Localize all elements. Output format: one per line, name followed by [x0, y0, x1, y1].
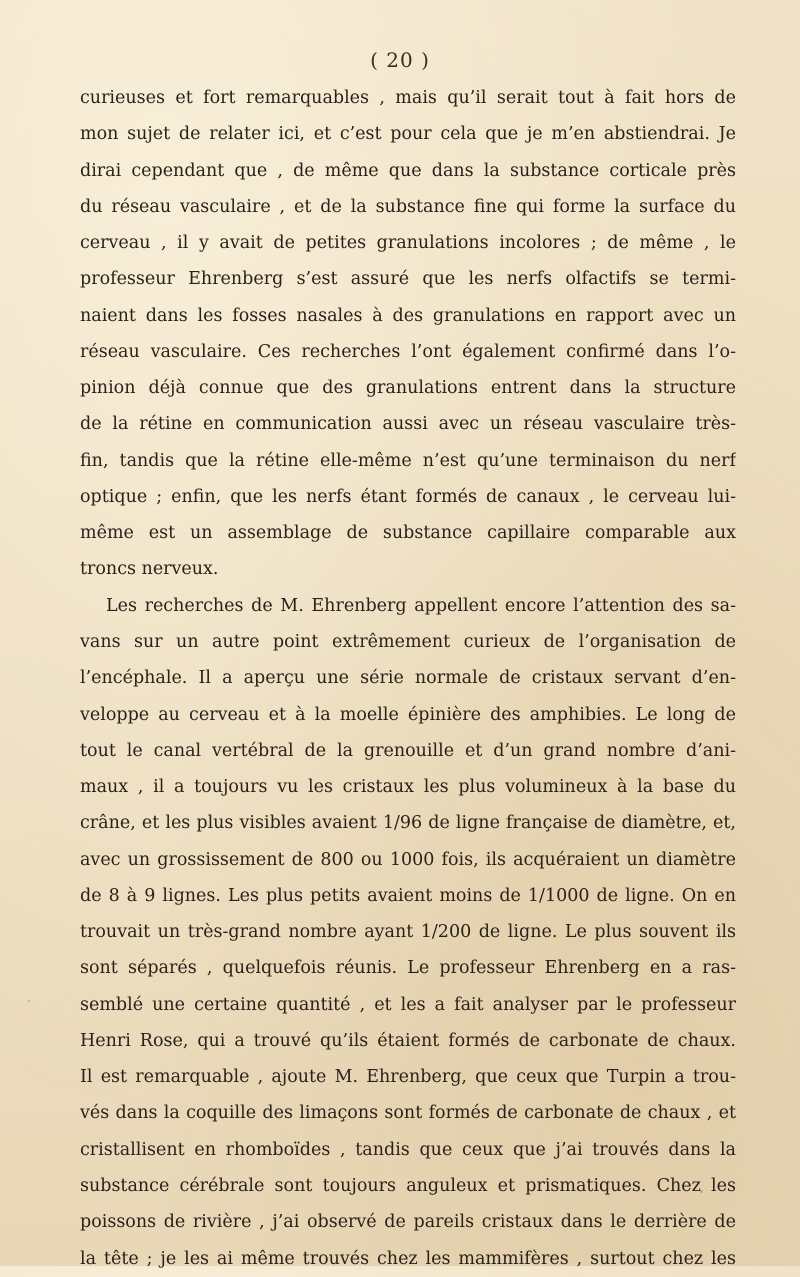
text-line: cerveau , il y avait de petites granulations incolores ; de même , le — [80, 233, 736, 254]
paper-fleck — [28, 1000, 30, 1002]
text-line: maux , il a toujours vu les cristaux les plus volumineux à la base du — [80, 777, 736, 798]
text-line: professeur Ehrenberg s’est assuré que les nerfs olfactifs se termi- — [80, 269, 736, 290]
text-line: même est un assemblage de substance capillaire comparable aux — [80, 523, 736, 544]
text-line: veloppe au cerveau et à la moelle épinière des amphibies. Le long de — [80, 704, 736, 725]
text-line: troncs nerveux. — [80, 559, 219, 580]
text-line: dirai cependant que , de même que dans la substance corticale près — [80, 160, 736, 181]
text-line: crâne, et les plus visibles avaient 1/96 de ligne française de diamètre, et, — [80, 813, 736, 834]
paper-fleck — [540, 1150, 543, 1153]
text-line: sont séparés , quelquefois réunis. Le professeur Ehrenberg en a ras- — [80, 958, 736, 979]
body-text — [80, 80, 736, 1277]
text-line: semblé une certaine quantité , et les a fait analyser par le professeur — [80, 994, 736, 1015]
text-line: cristallisent en rhomboïdes , tandis que ceux que j’ai trouvés dans la — [80, 1139, 736, 1160]
paragraph-start-line: Les recherches de M. Ehrenberg appellent encore l’attention des sa- — [106, 595, 736, 616]
text-line: avec un grossissement de 800 ou 1000 fois, ils acquéraient un diamètre — [80, 849, 736, 870]
text-line: réseau vasculaire. Ces recherches l’ont également confirmé dans l’o- — [80, 341, 736, 362]
text-line: naient dans les fosses nasales à des granulations en rapport avec un — [80, 305, 736, 326]
text-line: optique ; enfin, que les nerfs étant formés de canaux , le cerveau lui- — [80, 486, 736, 507]
paper-fleck — [638, 1077, 642, 1081]
text-line: Henri Rose, qui a trouvé qu’ils étaient formés de carbonate de chaux. — [80, 1030, 736, 1051]
text-line: pinion déjà connue que des granulations entrent dans la structure — [80, 378, 736, 399]
page-number: ( 20 ) — [370, 48, 430, 72]
text-line: fin, tandis que la rétine elle-même n’est qu’une terminaison du nerf — [80, 450, 736, 471]
text-line: l’encéphale. Il a aperçu une série normale de cristaux servant d’en- — [80, 668, 736, 689]
text-line: curieuses et fort remarquables , mais qu’il serait tout à fait hors de — [80, 88, 736, 108]
text-line: de la rétine en communication aussi avec un réseau vasculaire très- — [80, 414, 736, 435]
text-line: vans sur un autre point extrêmement curieux de l’organisation de — [80, 631, 736, 652]
text-line: poissons de rivière , j’ai observé de pareils cristaux dans le derrière de — [80, 1212, 736, 1233]
text-line: du réseau vasculaire , et de la substance fine qui forme la surface du — [80, 196, 736, 217]
text-line: mon sujet de relater ici, et c’est pour cela que je m’en abstiendrai. Je — [80, 124, 736, 145]
text-line: tout le canal vertébral de la grenouille et d’un grand nombre d’ani- — [80, 740, 736, 761]
text-line: vés dans la coquille des limaçons sont formés de carbonate de chaux , et — [80, 1103, 736, 1124]
text-line: de 8 à 9 lignes. Les plus petits avaient moins de 1/1000 de ligne. On en — [80, 885, 736, 906]
text-line: trouvait un très-grand nombre ayant 1/200 de ligne. Le plus souvent ils — [80, 922, 736, 943]
text-line: substance cérébrale sont toujours anguleux et prismatiques. Chez les — [80, 1175, 736, 1196]
text-line: Il est remarquable , ajoute M. Ehrenberg, que ceux que Turpin a trou- — [80, 1067, 736, 1088]
text-line: la tête ; je les ai même trouvés chez les mammifères , surtout chez les — [80, 1248, 736, 1269]
paper-fleck — [700, 1190, 703, 1193]
